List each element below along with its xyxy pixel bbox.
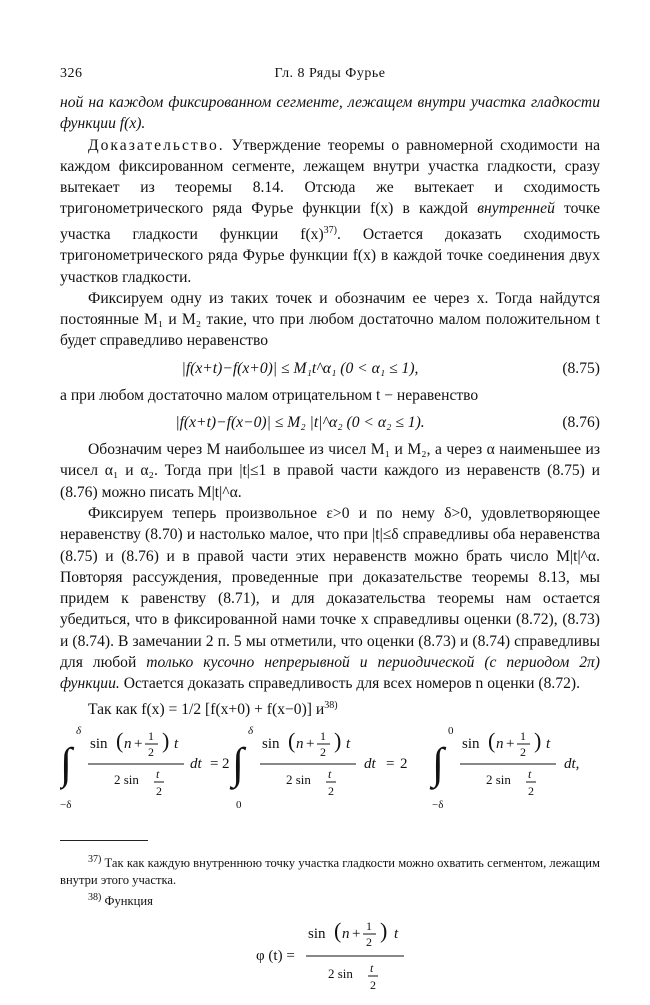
num1-rparen: ) xyxy=(162,728,170,754)
proof-text3: . Остается доказать сходимость тригонометрического ряда Фурье функции f(x) в каждой точке соединения двух участков гладкости. xyxy=(60,225,600,286)
footnote-38 xyxy=(60,889,600,910)
eq2: = xyxy=(386,756,395,773)
num2-two: 2 xyxy=(320,745,326,760)
int1-upper: δ xyxy=(76,725,82,738)
num1-sin: sin xyxy=(90,736,108,753)
num2-rparen: ) xyxy=(334,728,342,754)
den1-t: t xyxy=(156,767,160,782)
phi-definition xyxy=(60,914,600,1000)
footnote-rule xyxy=(60,840,148,841)
footnote-37-mark: 37) xyxy=(88,854,102,866)
running-header xyxy=(60,66,600,92)
paragraph-since xyxy=(60,695,600,720)
para5emph: только кусочно непрерывной и периодической (с периодом 2π) функции. xyxy=(60,654,600,693)
proof-paragraph xyxy=(60,135,600,288)
paragraph-negative-t: а при любом достаточно малом отрицательном t − неравенство xyxy=(60,386,479,404)
footnote-ref-37: 37) xyxy=(323,224,337,236)
proof-text: Утверждение теоремы о равномерной сходимости на каждом фиксированном сегменте, лежащем внутри участка гладкости, сразу вытекает из теоремы 8.14. Отсюда же вытекает и сходимость тригонометрического ряда Фурье функции f(x) в каждой xyxy=(60,136,600,218)
paragraph-epsilon xyxy=(60,503,600,695)
num2-lparen: ( xyxy=(288,728,296,754)
int3-upper: 0 xyxy=(448,725,454,738)
para5a: Фиксируем теперь произвольное ε>0 и по нему δ>0, удовлетворяющее неравенству (8.70) и настолько малое, что при |t|≤δ справедливы оба неравенства (8.75) и (8.76) и в правой части этих неравенств можно брать число M|t|^α. Повторяя рассуждения, проведенные при доказательстве теоремы 8.13, мы придем к равенству (8.71), и для доказательства теоремы нам остается убедиться, что в фиксированной нами точке x справедливы оценки (8.72), (8.73) и (8.74). В замечании 2 п. 5 мы отметили, что оценки (8.73) и (8.74) справедливы для любой xyxy=(60,504,600,672)
phi-svg xyxy=(60,914,600,1000)
num1-t: t xyxy=(174,736,179,753)
dt1: dt xyxy=(190,756,202,773)
phi-t: t xyxy=(394,926,399,943)
eq76-number: (8.76) xyxy=(562,414,600,432)
den2: 2 sin xyxy=(286,772,311,788)
num2-t: t xyxy=(346,736,351,753)
page-number: 326 xyxy=(60,66,83,81)
num1-lparen: ( xyxy=(116,728,124,754)
integral-sign-2: ∫ xyxy=(232,739,245,789)
phi-one: 1 xyxy=(366,919,372,934)
den2-t: t xyxy=(328,767,332,782)
num1-two: 2 xyxy=(148,745,154,760)
equation-8-75 xyxy=(60,352,600,385)
footnote-38-text: Функция xyxy=(104,894,153,909)
num3-t: t xyxy=(546,736,551,753)
num2-plus: + xyxy=(306,736,315,753)
footnote-37-text: Так как каждую внутреннюю точку участка гладкости можно охватить сегментом, лежащим внутри этого участка. xyxy=(60,856,600,888)
footnote-37 xyxy=(60,851,600,889)
phi-two: 2 xyxy=(366,935,372,950)
int3-lower: −δ xyxy=(432,799,444,811)
integral-sign-3: ∫ xyxy=(432,739,445,789)
integral-sign-1: ∫ xyxy=(60,739,73,789)
num2-n: n xyxy=(296,736,304,753)
integral-equation xyxy=(60,720,600,810)
num3-sin: sin xyxy=(462,736,480,753)
eq76-formula: |f(x+t)−f(x−0)| ≤ M₂ |t|^α₂ (0 < α₂ ≤ 1). xyxy=(175,414,425,432)
den1: 2 sin xyxy=(114,772,139,788)
phi-num-sin: sin xyxy=(308,926,326,943)
chapter-title: Гл. 8 Ряды Фурье xyxy=(274,66,386,81)
num3-plus: + xyxy=(506,736,515,753)
eq75-number: (8.75) xyxy=(562,359,600,377)
int1-lower: −δ xyxy=(60,799,72,811)
den3: 2 sin xyxy=(486,772,511,788)
num3-n: n xyxy=(496,736,504,753)
page xyxy=(60,66,600,1000)
paragraph-fix-point: Фиксируем одну из таких точек и обозначим ее через x. Тогда найдутся постоянные M₁ и M₂ такие, что при любом достаточно малом положительном t будет справедливо неравенство xyxy=(60,289,600,350)
dt3: dt, xyxy=(564,756,580,773)
paragraph-M-alpha: Обозначим через M наибольшее из чисел M₁ и M₂, а через α наименьшее из чисел α₁ и α₂. Тогда при |t|≤1 в правой части каждого из неравенств (8.75) и (8.76) можно писать M|t|^α. xyxy=(60,441,600,501)
proof-label: Доказательство. xyxy=(88,136,225,154)
den3-two: 2 xyxy=(528,784,534,799)
den2-two: 2 xyxy=(328,784,334,799)
phi-plus: + xyxy=(352,926,361,943)
eq75-formula: |f(x+t)−f(x+0)| ≤ M₁t^α₁ (0 < α₁ ≤ 1), xyxy=(181,359,419,377)
num3-one: 1 xyxy=(520,729,526,744)
num2-sin: sin xyxy=(262,736,280,753)
num3-lparen: ( xyxy=(488,728,496,754)
phi-lparen: ( xyxy=(334,918,342,944)
den1-two: 2 xyxy=(156,784,162,799)
para6: Так как f(x) = 1/2 [f(x+0) + f(x−0)] и xyxy=(88,700,325,718)
num2-one: 1 xyxy=(320,729,326,744)
phi-den-t: t xyxy=(370,961,374,976)
footnote-ref-38: 38) xyxy=(324,699,338,711)
phi-rparen: ) xyxy=(380,918,388,944)
num1-plus: + xyxy=(134,736,143,753)
phi-den: 2 sin xyxy=(328,966,353,982)
eq1: = xyxy=(210,756,219,773)
proof-text2: точке участка гладкости функции f(x) xyxy=(60,200,600,243)
int2-lower: 0 xyxy=(236,799,242,811)
phi-den-two: 2 xyxy=(370,978,376,993)
int2-upper: δ xyxy=(248,725,254,738)
num3-two: 2 xyxy=(520,745,526,760)
coef2: 2 xyxy=(400,756,408,773)
num3-rparen: ) xyxy=(534,728,542,754)
phi-lhs: φ (t) = xyxy=(256,948,295,965)
den3-t: t xyxy=(528,767,532,782)
equation-8-76 xyxy=(60,406,600,439)
num1-one: 1 xyxy=(148,729,154,744)
coef1: 2 xyxy=(222,756,230,773)
integral-equation-svg xyxy=(60,720,600,810)
theorem-continuation: ной на каждом фиксированном сегменте, лежащем внутри участка гладкости функции f(x). xyxy=(60,94,600,133)
para5b: Остается доказать справедливость для всех номеров n оценки (8.72). xyxy=(119,675,581,693)
proof-emph: внутренней xyxy=(477,200,555,218)
dt2: dt xyxy=(364,756,376,773)
footnote-38-mark: 38) xyxy=(88,892,102,904)
num1-n: n xyxy=(124,736,132,753)
phi-n: n xyxy=(342,926,350,943)
